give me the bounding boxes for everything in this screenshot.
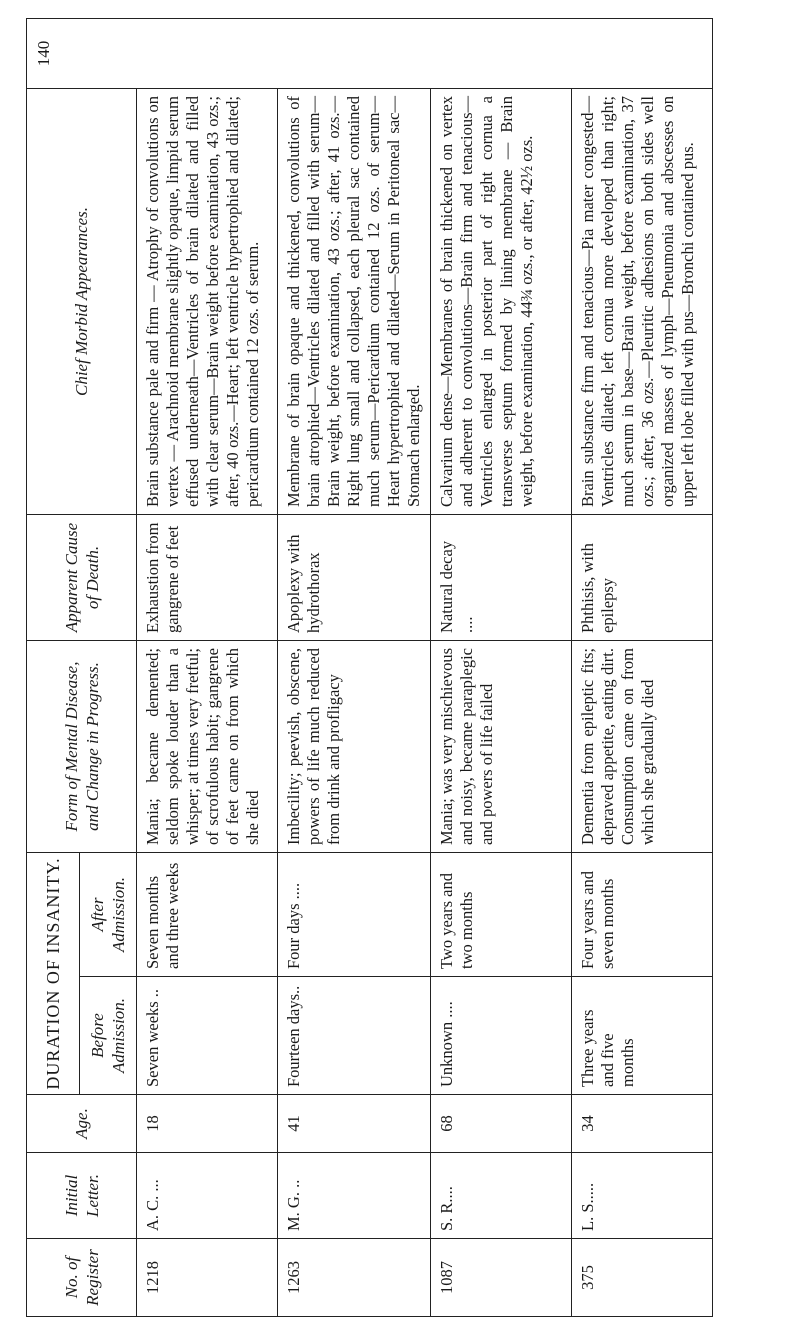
age-cell: 34 (572, 1095, 713, 1153)
header-duration-group: DURATION OF INSANITY. (27, 853, 80, 1095)
age-cell: 18 (137, 1095, 278, 1153)
cause-cell: Phthisis, with epilepsy (572, 515, 713, 641)
initial-cell: L. S..... (572, 1153, 713, 1239)
after-cell: Four years and seven months (572, 853, 713, 977)
cause-cell: Exhaustion from gangrene of feet (137, 515, 278, 641)
table-row (572, 19, 713, 1317)
header-appearances: Chief Morbid Appearances. (27, 89, 137, 515)
header-register: No. of Register (27, 1239, 137, 1317)
register-cell: 1218 (137, 1239, 278, 1317)
initial-cell: M. G. .. (278, 1153, 431, 1239)
appearances-cell: Brain substance pale and firm — Atrophy of convolutions on vertex — Arachnoid membrane slightly opaque, limpid serum effused underneath—Ventricles of brain dilated and filled with clear serum—Brain weight before examination, 43 ozs.; after, 40 ozs.—Heart; left ventricle hypertrophied and dilated; pericardium contained 12 ozs. of serum. (137, 89, 278, 515)
header-after: After Admission. (80, 853, 137, 977)
header-form: Form of Mental Disease, and Change in Progress. (27, 641, 137, 853)
header-before: Before Admission. (80, 977, 137, 1095)
register-cell: 1263 (278, 1239, 431, 1317)
before-cell: Fourteen days.. (278, 977, 431, 1095)
after-cell: Two years and two months (431, 853, 572, 977)
initial-cell: S. R.... (431, 1153, 572, 1239)
table-row (137, 19, 278, 1317)
cause-cell: Apoplexy with hydrothorax (278, 515, 431, 641)
initial-cell: A. C. ... (137, 1153, 278, 1239)
form-cell: Mania; was very mischievous and noisy, became paraplegic and powers of life failed (431, 641, 572, 853)
table-row (278, 19, 431, 1317)
before-cell: Seven weeks .. (137, 977, 278, 1095)
register-cell: 375 (572, 1239, 713, 1317)
before-cell: Unknown .... (431, 977, 572, 1095)
after-cell: Seven months and three weeks (137, 853, 278, 977)
after-cell: Four days .... (278, 853, 431, 977)
header-cause: Apparent Cause of Death. (27, 515, 137, 641)
register-cell: 1087 (431, 1239, 572, 1317)
age-cell: 68 (431, 1095, 572, 1153)
appearances-cell: Membrane of brain opaque and thickened, convolutions of brain atrophied—Ventricles dilated and filled with serum—Brain weight, before examination, 43 ozs.; after, 41 ozs.—Right lung small and collapsed, each pleural sac contained much serum—Pericardium contained 12 ozs. of serum—Heart hypertrophied and dilated—Serum in Peritoneal sac—Stomach enlarged. (278, 89, 431, 515)
appearances-cell: Brain substance firm and tenacious—Pia mater congested—Ventricles dilated; left cornua more developed than right; much serum in base—Brain weight, before examination, 37 ozs.; after, 36 ozs.—Pleuritic adhesions on both sides well organized masses of lymph—Pneumonia and abscesses on upper left lobe filled with pus—Bronchi contained pus. (572, 89, 713, 515)
form-cell: Imbecility; peevish, obscene, powers of life much reduced from drink and profligacy (278, 641, 431, 853)
form-cell: Dementia from epileptic fits; depraved appetite, eating dirt. Consumption came on from which she gradually died (572, 641, 713, 853)
header-initial: Initial Letter. (27, 1153, 137, 1239)
case-register-table (26, 18, 713, 1317)
before-cell: Three years and five months (572, 977, 713, 1095)
form-cell: Mania; became demented; seldom spoke louder than a whisper; at times very fretful; of scrofulous habit; gangrene of feet came on from which she died (137, 641, 278, 853)
header-age: Age. (27, 1095, 137, 1153)
cause-cell: Natural decay .... (431, 515, 572, 641)
page-number: 140 (27, 19, 713, 89)
table-row (431, 19, 572, 1317)
age-cell: 41 (278, 1095, 431, 1153)
appearances-cell: Calvarium dense—Membranes of brain thickened on vertex and adherent to convolutions—Brain firm and tenacious—Ventricles enlarged in posterior part of right cornua a transverse septum formed by lining membrane — Brain weight, before examination, 44¾ ozs., or after, 42½ ozs. (431, 89, 572, 515)
